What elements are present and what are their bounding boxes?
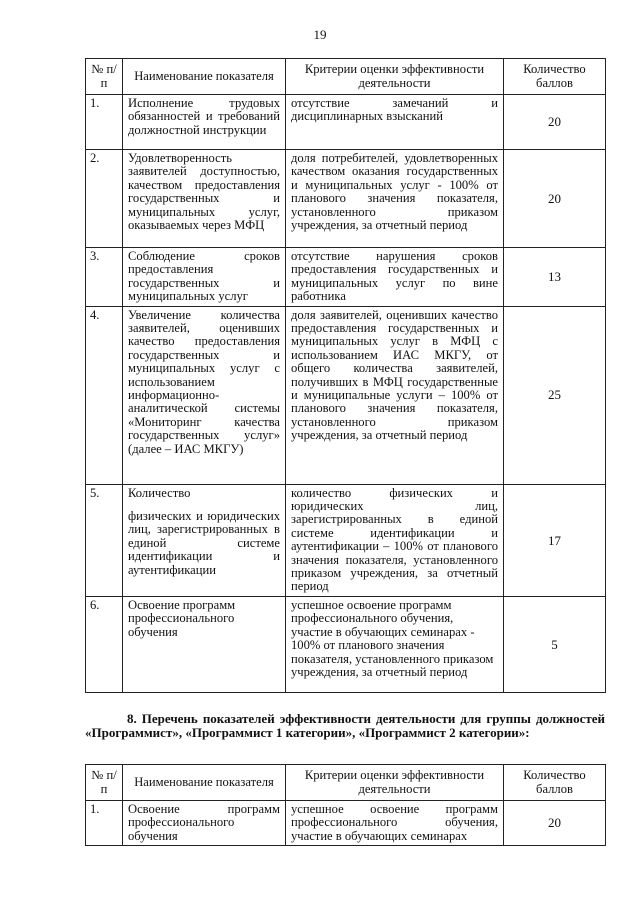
row-name-line2: физических и юридических лиц, зарегистрированных в единой системе идентификации и аутентификации — [128, 509, 280, 577]
row-criteria: успешное освоение программ профессионального обучения, участие в обучающих семинарах — [286, 801, 504, 846]
table-row — [86, 306, 606, 484]
row-criteria: доля заявителей, оценивших качество предоставления государственных и муниципальных услуг в МФЦ с использованием ИАС МКГУ, от общего количества заявителей, получивших в МФЦ государственные и муниципальные услуги – 100% от планового значения показателя, установленного приказом учреждения, за отчетный период — [286, 306, 504, 484]
row-score: 5 — [504, 596, 606, 692]
header-num: № п/п — [86, 765, 123, 801]
row-score: 17 — [504, 484, 606, 596]
header-criteria: Критерии оценки эффективности деятельности — [286, 765, 504, 801]
row-criteria: отсутствие замечаний и дисциплинарных взысканий — [286, 95, 504, 150]
performance-table-main — [85, 58, 606, 693]
row-score: 20 — [504, 150, 606, 248]
table-row — [86, 484, 606, 596]
header-score: Количество баллов — [504, 59, 606, 95]
row-score: 25 — [504, 306, 606, 484]
row-name: Освоение программ профессионального обучения — [123, 596, 286, 692]
row-name: Увеличение количества заявителей, оценивших качество предоставления государственных и муниципальных услуг с использованием информационно-аналитической системы «Мониторинг качества государственных услуг» (далее – ИАС МКГУ) — [123, 306, 286, 484]
header-num: № п/п — [86, 59, 123, 95]
row-num: 3. — [86, 248, 123, 307]
row-num: 5. — [86, 484, 123, 596]
table-header-row — [86, 59, 606, 95]
row-criteria: успешное освоение программ профессионального обучения, участие в обучающих семинарах - 100% от планового значения показателя, установленного приказом учреждения, за отчетный период — [286, 596, 504, 692]
row-score: 20 — [504, 95, 606, 150]
table-row — [86, 150, 606, 248]
row-name: Исполнение трудовых обязанностей и требований должностной инструкции — [123, 95, 286, 150]
row-num: 2. — [86, 150, 123, 248]
row-num: 6. — [86, 596, 123, 692]
row-score: 20 — [504, 801, 606, 846]
header-name: Наименование показателя — [123, 59, 286, 95]
table-row — [86, 95, 606, 150]
row-name-line1: Количество — [128, 485, 191, 500]
row-score: 13 — [504, 248, 606, 307]
header-criteria: Критерии оценки эффективности деятельности — [286, 59, 504, 95]
row-criteria: доля потребителей, удовлетворенных качеством оказания государственных и муниципальных услуг - 100% от планового значения показателя, установленного приказом учреждения, за отчетный период — [286, 150, 504, 248]
row-name: Удовлетворенность заявителей доступностью, качеством предоставления государственных и муниципальных услуг, оказываемых через МФЦ — [123, 150, 286, 248]
page-number: 19 — [313, 27, 327, 42]
row-name — [123, 484, 286, 596]
table-row — [86, 248, 606, 307]
row-num: 1. — [86, 801, 123, 846]
row-name: Освоение программ профессионального обучения — [123, 801, 286, 846]
row-num: 4. — [86, 306, 123, 484]
header-score: Количество баллов — [504, 765, 606, 801]
row-name: Соблюдение сроков предоставления государственных и муниципальных услуг — [123, 248, 286, 307]
section-heading: 8. Перечень показателей эффективности деятельности для группы должностей «Программист», «Программист 1 категории», «Программист 2 категории»: — [85, 711, 605, 740]
row-criteria: количество физических и юридических лиц, зарегистрированных в единой системе идентификации и аутентификации – 100% от планового значения показателя, установленного приказом учреждения, за отчетный период — [286, 484, 504, 596]
performance-table-programmers — [85, 764, 606, 846]
header-name: Наименование показателя — [123, 765, 286, 801]
table-row — [86, 596, 606, 692]
table-row — [86, 801, 606, 846]
row-num: 1. — [86, 95, 123, 150]
row-criteria: отсутствие нарушения сроков предоставления государственных и муниципальных услуг по вине работника — [286, 248, 504, 307]
table-header-row — [86, 765, 606, 801]
